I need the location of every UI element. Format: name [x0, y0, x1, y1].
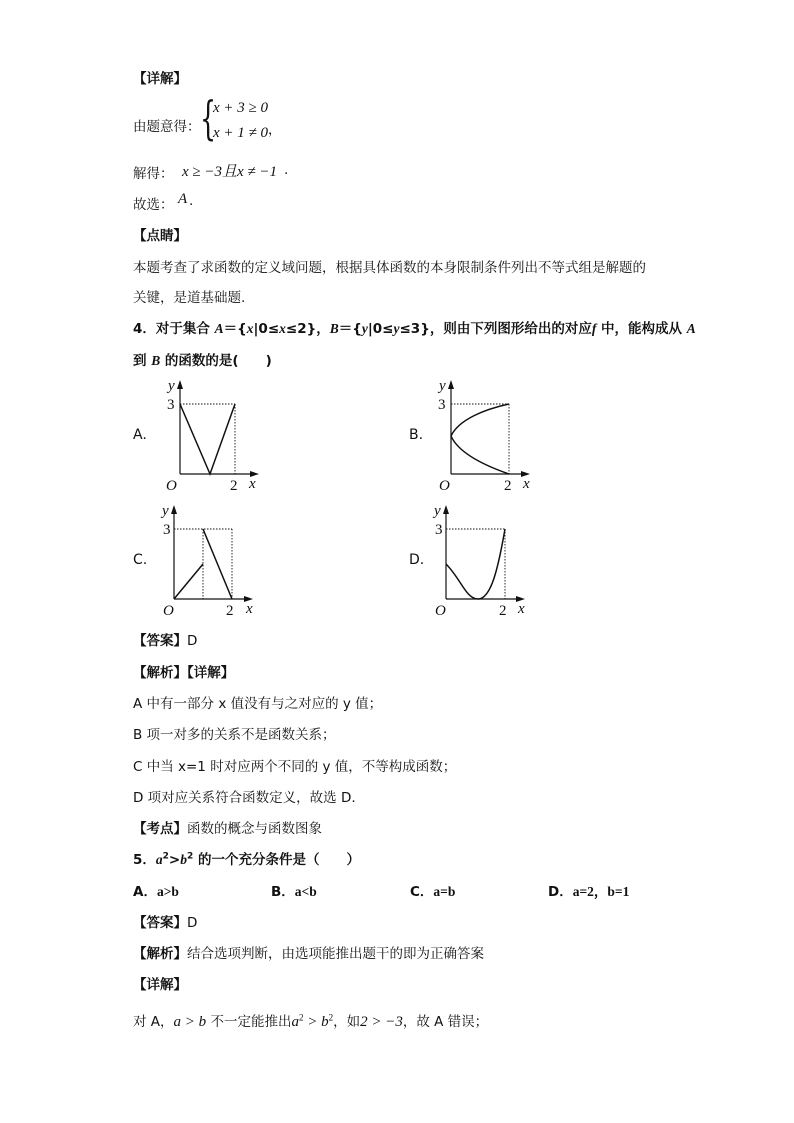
analysis-tag: 【解析】 [133, 946, 187, 962]
x-tick-2: 2 [499, 603, 507, 619]
condition-2: x + 1 ≠ 0 [213, 125, 269, 141]
choose-period: . [189, 193, 194, 209]
x-axis-label: x [523, 476, 530, 492]
analysis-line-3: C 中当 x=1 时对应两个不同的 y 值，不等构成函数； [133, 759, 457, 775]
answer-line-q4 [133, 629, 197, 649]
y-axis-label: y [434, 503, 441, 519]
y-tick-3: 3 [163, 522, 171, 538]
x-axis-label: x [518, 601, 525, 617]
function-curve-d [446, 529, 505, 599]
graph-option-a [160, 374, 270, 494]
y-tick-3: 3 [167, 397, 175, 413]
solve-label: 解得： [133, 166, 174, 182]
brace: { [200, 91, 217, 145]
answer-value: D [187, 915, 198, 931]
answer-value: D [187, 633, 198, 649]
q5-option-a: A．a>b [133, 884, 179, 900]
question-4-stem-line-2: 到 B 的函数的是( ) [133, 353, 272, 369]
q5-option-b: B．a<b [271, 884, 317, 900]
comment-line-2: 关键，是道基础题. [133, 290, 246, 306]
comment-tag: 【点睛】 [133, 228, 187, 244]
graph-option-b [431, 374, 546, 494]
function-curve-b [451, 404, 509, 474]
x-tick-2: 2 [230, 478, 238, 494]
function-curve-a [180, 404, 235, 474]
y-axis-label: y [162, 503, 169, 519]
analysis-tag-q4: 【解析】【详解】 [133, 665, 235, 681]
intro-text: 由题意得： [133, 119, 201, 135]
x-tick-2: 2 [504, 478, 512, 494]
kaodian-text: 函数的概念与函数图象 [187, 821, 322, 837]
q5-option-d: D．a=2，b=1 [548, 884, 630, 900]
detail-tag-q5: 【详解】 [133, 977, 187, 993]
y-axis-label: y [168, 378, 175, 394]
solve-expression: x ≥ −3且x ≠ −1 [182, 164, 278, 180]
condition-1: x + 3 ≥ 0 [213, 100, 269, 116]
option-a-label: A. [133, 427, 147, 443]
question-4-stem-line-1: 4．对于集合 A＝{x|0≤x≤2}，B＝{y|0≤y≤3}，则由下列图形给出的对应f 中，能构成从 A [133, 321, 696, 337]
analysis-text: 结合选项判断，由选项能推出题干的即为正确答案 [187, 946, 484, 962]
origin-label: O [166, 478, 177, 494]
kaodian-line [133, 817, 322, 837]
choose-label: 故选： [133, 197, 174, 213]
condition-comma: ， [268, 122, 282, 138]
question-5-stem: 5．$a^2>b^2$ 的一个充分条件是（ ） [133, 851, 360, 868]
analysis-line-2: B 项一对多的关系不是函数关系； [133, 727, 336, 743]
origin-label: O [435, 603, 446, 619]
origin-label: O [439, 478, 450, 494]
function-curve-c-right [203, 529, 232, 599]
x-tick-2: 2 [226, 603, 234, 619]
comment-line-1: 本题考查了求函数的定义域问题，根据具体函数的本身限制条件列出不等式组是解题的 [133, 260, 646, 276]
y-axis-label: y [439, 378, 446, 394]
q5-option-c: C．a=b [410, 884, 456, 900]
answer-line-q5 [133, 911, 197, 931]
x-axis-label: x [246, 601, 253, 617]
graph-option-d [426, 499, 541, 619]
y-tick-3: 3 [435, 522, 443, 538]
kaodian-tag: 【考点】 [133, 821, 187, 837]
option-c-label: C. [133, 552, 148, 568]
choose-value: A [178, 191, 188, 207]
x-axis-label: x [249, 476, 256, 492]
answer-tag: 【答案】 [133, 915, 187, 931]
graph-option-c [154, 499, 269, 619]
option-b-label: B. [409, 427, 424, 443]
detail-line-q5: 对 A，a > b 不一定能推出$a^2 > b^2$，如2 > −3，故 A 错误； [133, 1012, 489, 1030]
analysis-line-1: A 中有一部分 x 值没有与之对应的 y 值； [133, 696, 383, 712]
detail-tag: 【详解】 [133, 71, 187, 87]
function-curve-c-left [174, 564, 203, 599]
solve-period: . [284, 162, 289, 178]
analysis-line-q5 [133, 942, 484, 962]
answer-tag: 【答案】 [133, 633, 187, 649]
option-d-label: D. [409, 552, 425, 568]
y-tick-3: 3 [438, 397, 446, 413]
analysis-line-4: D 项对应关系符合函数定义，故选 D. [133, 790, 356, 806]
origin-label: O [163, 603, 174, 619]
